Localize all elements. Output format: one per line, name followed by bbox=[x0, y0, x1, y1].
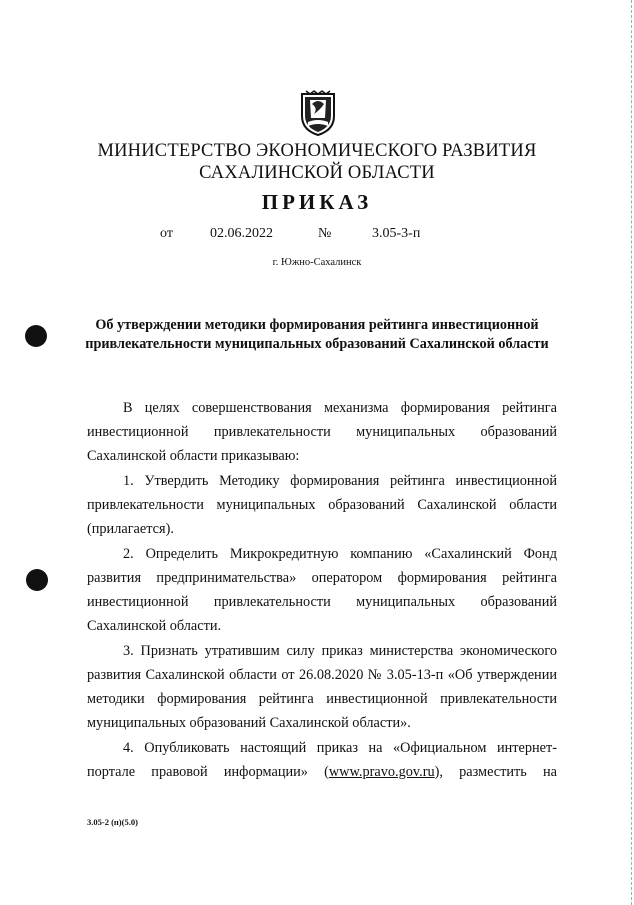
order-date: 02.06.2022 bbox=[210, 226, 273, 241]
body-line: 4. Опубликовать настоящий приказ на «Официальном интернет- bbox=[123, 740, 557, 756]
order-number: 3.05-3-п bbox=[372, 226, 421, 241]
body-line: 3. Признать утратившим силу приказ министерства экономического bbox=[123, 643, 557, 659]
pravo-gov-link[interactable]: www.pravo.gov.ru bbox=[328, 764, 435, 780]
body-line: Сахалинской области. bbox=[87, 618, 222, 634]
body-line: развития предпринимательства» оператором формирования рейтинга bbox=[87, 570, 557, 586]
body-line: 1. Утвердить Методику формирования рейтинга инвестиционной bbox=[123, 473, 557, 489]
body-line: развития Сахалинской области от 26.08.2020 № 3.05-13-п «Об утверждении bbox=[87, 667, 557, 683]
ministry-line-1: МИНИСТЕРСТВО ЭКОНОМИЧЕСКОГО РАЗВИТИЯ bbox=[97, 141, 537, 161]
body-line: В целях совершенствования механизма формирования рейтинга bbox=[123, 400, 557, 416]
scan-edge bbox=[629, 0, 632, 905]
body-line: инвестиционной привлекательности муниципальных образований bbox=[87, 424, 557, 440]
subject-line-2: привлекательности муниципальных образований Сахалинской области bbox=[85, 336, 549, 352]
ministry-name bbox=[0, 140, 634, 184]
subject-line-1: Об утверждении методики формирования рейтинга инвестиционной bbox=[95, 317, 539, 333]
body-line-with-link bbox=[87, 764, 557, 788]
body-line: муниципальных образований Сахалинской области». bbox=[87, 715, 411, 731]
body-line: 2. Определить Микрокредитную компанию «Сахалинский Фонд bbox=[123, 546, 557, 562]
body-text-fragment: ), разместить на bbox=[434, 764, 557, 780]
document-type-title: ПРИКАЗ bbox=[261, 190, 373, 214]
body-line: привлекательности муниципальных образований Сахалинской области bbox=[87, 497, 557, 513]
punch-hole bbox=[26, 569, 48, 591]
body-line: методики формирования рейтинга инвестиционной привлекательности bbox=[87, 691, 557, 707]
body-line: (прилагается). bbox=[87, 521, 174, 537]
body-line: Сахалинской области приказываю: bbox=[87, 448, 300, 464]
body-line: инвестиционной привлекательности муниципальных образований bbox=[87, 594, 557, 610]
order-subject bbox=[60, 316, 574, 354]
from-label: от bbox=[160, 226, 173, 241]
form-code: 3.05-2 (п)(5.0) bbox=[87, 817, 138, 827]
coat-of-arms-emblem bbox=[300, 88, 336, 136]
number-label: № bbox=[318, 226, 332, 241]
ministry-line-2: САХАЛИНСКОЙ ОБЛАСТИ bbox=[199, 163, 435, 183]
punch-hole bbox=[25, 325, 47, 347]
city-name: г. Южно-Сахалинск bbox=[272, 257, 362, 268]
body-text-fragment: портале правовой информации» ( bbox=[87, 764, 329, 780]
